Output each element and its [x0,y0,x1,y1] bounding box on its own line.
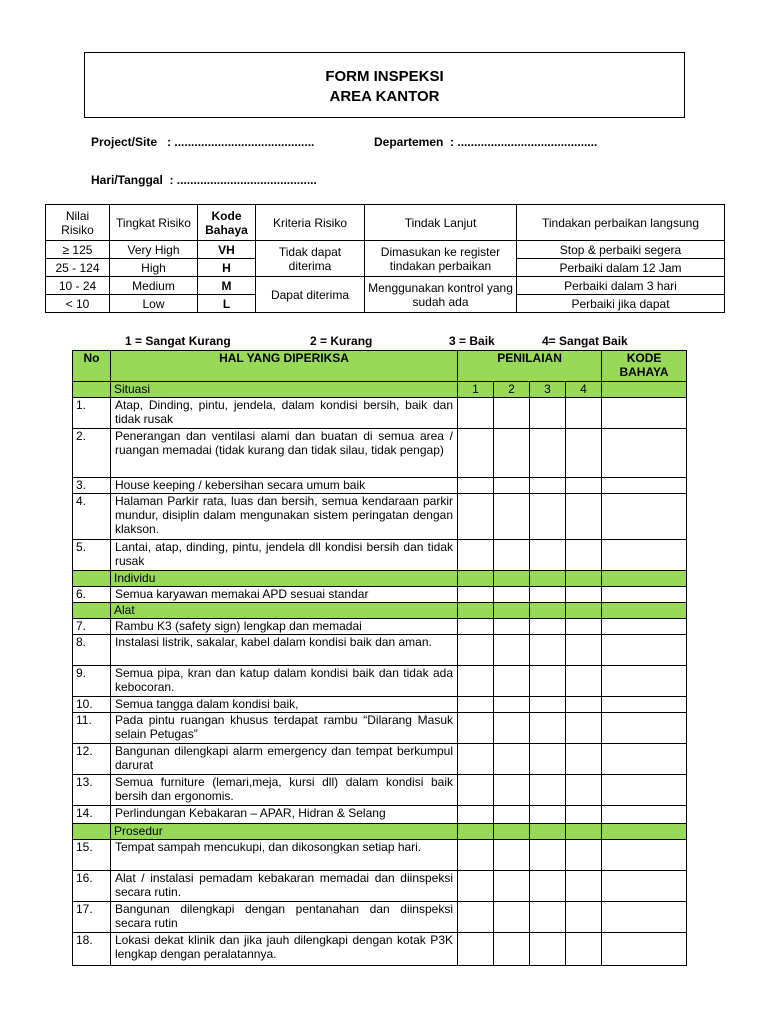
risk-nilai: ≥ 125 [46,241,110,259]
score-cell[interactable] [458,840,494,871]
item-number: 5. [73,540,111,571]
item-description: Semua furniture (lemari,meja, kursi dll) dalam kondisi baik bersih dan ergonomis. [111,775,458,806]
kode-bahaya-cell[interactable] [602,478,687,494]
kode-bahaya-cell[interactable] [602,494,687,540]
score-cell[interactable] [566,429,602,478]
hari-tanggal-field[interactable]: Hari/Tanggal : .......................................... [91,173,317,187]
item-number: 1. [73,398,111,429]
item-description: Bangunan dilengkapi dengan pentanahan dan diinspeksi secara rutin [111,902,458,933]
score-cell[interactable] [530,806,566,824]
score-cell[interactable] [530,619,566,635]
item-number: 14. [73,806,111,824]
kode-bahaya-cell[interactable] [602,666,687,697]
table-row [73,806,687,824]
table-row [73,587,687,603]
section-row-prosedur [73,824,687,840]
risk-kode: VH [198,241,256,259]
form-subtitle: AREA KANTOR [329,88,440,105]
score-cell[interactable] [494,840,530,871]
kode-bahaya-cell[interactable] [602,697,687,713]
kode-bahaya-cell[interactable] [602,871,687,902]
item-description: Rambu K3 (safety sign) lengkap dan memadai [111,619,458,635]
kode-bahaya-cell[interactable] [602,713,687,744]
risk-header-tindak: Tindak Lanjut [365,205,517,241]
inspection-header-row [73,351,687,382]
kode-bahaya-cell[interactable] [602,933,687,966]
risk-nilai: < 10 [46,295,110,313]
section-row-individu [73,571,687,587]
item-number: 2. [73,429,111,478]
risk-header-kriteria: Kriteria Risiko [256,205,365,241]
table-row [73,902,687,933]
item-number: 4. [73,494,111,540]
table-row [73,871,687,902]
score-cell[interactable] [530,902,566,933]
score-cell[interactable] [566,871,602,902]
kode-bahaya-cell[interactable] [602,619,687,635]
score-cell[interactable] [494,478,530,494]
score-cell[interactable] [530,478,566,494]
risk-tingkat: High [110,259,198,277]
item-number: 3. [73,478,111,494]
score-cell[interactable] [458,806,494,824]
score-cell[interactable] [458,398,494,429]
score-cell[interactable] [494,619,530,635]
item-description: Halaman Parkir rata, luas dan bersih, semua kendaraan parkir mundur, disiplin dalam mengunakan sistem peringatan dengan klakson. [111,494,458,540]
score-cell[interactable] [566,398,602,429]
section-label: Situasi [111,382,458,398]
item-description: Semua karyawan memakai APD sesuai standar [111,587,458,603]
risk-kriteria: Dapat diterima [256,277,365,313]
item-description: Semua tangga dalam kondisi baik, [111,697,458,713]
score-cell[interactable] [458,666,494,697]
score-cell[interactable] [530,429,566,478]
table-row [73,429,687,478]
item-description: Pada pintu ruangan khusus terdapat rambu “Dilarang Masuk selain Petugas” [111,713,458,744]
item-number: 15. [73,840,111,871]
score-cell[interactable] [494,806,530,824]
score-cell[interactable] [530,744,566,775]
risk-perbaikan: Perbaiki jika dapat [517,295,725,313]
score-cell[interactable] [530,587,566,603]
section-row-situasi [73,382,687,398]
score-cell[interactable] [566,635,602,666]
item-number: 16. [73,871,111,902]
score-cell[interactable] [458,713,494,744]
form-title: FORM INSPEKSI [325,68,444,85]
table-row [73,933,687,966]
risk-kriteria: Tidak dapat diterima [256,241,365,277]
item-description: House keeping / kebersihan secara umum baik [111,478,458,494]
score-cell[interactable] [530,635,566,666]
table-row [73,840,687,871]
score-header-4: 4 [566,382,602,398]
legend-score-4: 4= Sangat Baik [542,334,628,348]
risk-tindak: Menggunakan kontrol yang sudah ada [365,277,517,313]
item-description: Bangunan dilengkapi alarm emergency dan tempat berkumpul darurat [111,744,458,775]
score-cell[interactable] [566,619,602,635]
risk-kode: L [198,295,256,313]
table-row [73,540,687,571]
risk-tingkat: Medium [110,277,198,295]
legend-score-3: 3 = Baik [449,334,495,348]
score-cell[interactable] [530,398,566,429]
kode-bahaya-cell[interactable] [602,840,687,871]
kode-bahaya-cell[interactable] [602,902,687,933]
score-cell[interactable] [458,540,494,571]
risk-row [46,277,725,295]
risk-tingkat: Very High [110,241,198,259]
item-description: Alat / instalasi pemadam kebakaran memadai dan diinspeksi secara rutin. [111,871,458,902]
score-cell[interactable] [458,619,494,635]
departemen-field[interactable]: Departemen : .......................................... [374,135,598,149]
item-description: Perlindungan Kebakaran – APAR, Hidran & Selang [111,806,458,824]
score-cell[interactable] [566,806,602,824]
section-label: Individu [111,571,458,587]
score-cell[interactable] [494,697,530,713]
item-description: Lokasi dekat klinik dan jika jauh dilengkapi dengan kotak P3K lengkap dengan peralatannya. [111,933,458,966]
risk-header-nilai: Nilai Risiko [46,205,110,241]
item-number: 12. [73,744,111,775]
score-cell[interactable] [494,713,530,744]
score-cell[interactable] [458,902,494,933]
header-no: No [73,351,111,382]
item-number: 10. [73,697,111,713]
score-cell[interactable] [566,902,602,933]
risk-nilai: 10 - 24 [46,277,110,295]
header-hal: HAL YANG DIPERIKSA [111,351,458,382]
section-label: Prosedur [111,824,458,840]
table-row [73,494,687,540]
item-number: 8. [73,635,111,666]
score-cell[interactable] [458,429,494,478]
score-cell[interactable] [566,775,602,806]
score-cell[interactable] [494,933,530,966]
table-row [73,713,687,744]
table-row [73,619,687,635]
kode-bahaya-cell[interactable] [602,429,687,478]
item-number: 17. [73,902,111,933]
score-cell[interactable] [458,478,494,494]
risk-row [46,241,725,259]
table-row [73,398,687,429]
score-cell[interactable] [566,744,602,775]
score-cell[interactable] [494,635,530,666]
score-cell[interactable] [566,713,602,744]
section-label: Alat [111,603,458,619]
table-row [73,666,687,697]
table-row [73,775,687,806]
risk-tingkat: Low [110,295,198,313]
risk-header-perbaikan: Tindakan perbaikan langsung [517,205,725,241]
item-description: Semua pipa, kran dan katup dalam kondisi baik dan tidak ada kebocoran. [111,666,458,697]
kode-bahaya-cell[interactable] [602,635,687,666]
score-cell[interactable] [530,871,566,902]
score-header-3: 3 [530,382,566,398]
score-cell[interactable] [566,933,602,966]
kode-bahaya-cell[interactable] [602,398,687,429]
header-kode-bahaya: KODE BAHAYA [602,351,687,382]
score-cell[interactable] [494,775,530,806]
score-cell[interactable] [458,871,494,902]
score-cell[interactable] [494,494,530,540]
kode-bahaya-cell[interactable] [602,744,687,775]
score-cell[interactable] [566,697,602,713]
risk-header-kode: Kode Bahaya [198,205,256,241]
score-cell[interactable] [530,540,566,571]
risk-tindak: Dimasukan ke register tindakan perbaikan [365,241,517,277]
score-cell[interactable] [494,744,530,775]
score-cell[interactable] [458,744,494,775]
kode-bahaya-cell[interactable] [602,775,687,806]
item-number: 13. [73,775,111,806]
score-cell[interactable] [530,933,566,966]
score-cell[interactable] [458,697,494,713]
score-cell[interactable] [530,713,566,744]
score-cell[interactable] [458,494,494,540]
item-description: Atap, Dinding, pintu, jendela, dalam kondisi bersih, baik dan tidak rusak [111,398,458,429]
score-cell[interactable] [566,540,602,571]
score-cell[interactable] [530,840,566,871]
score-cell[interactable] [494,871,530,902]
inspection-table [72,350,687,966]
score-cell[interactable] [530,775,566,806]
risk-perbaikan: Perbaiki dalam 12 Jam [517,259,725,277]
header-penilaian: PENILAIAN [458,351,602,382]
score-cell[interactable] [494,398,530,429]
score-cell[interactable] [494,587,530,603]
legend-score-2: 2 = Kurang [310,334,373,348]
table-row [73,478,687,494]
score-cell[interactable] [530,666,566,697]
score-cell[interactable] [494,666,530,697]
score-cell[interactable] [494,540,530,571]
item-number: 9. [73,666,111,697]
score-cell[interactable] [458,933,494,966]
table-row [73,697,687,713]
risk-perbaikan: Perbaiki dalam 3 hari [517,277,725,295]
item-description: Instalasi listrik, sakalar, kabel dalam kondisi baik dan aman. [111,635,458,666]
risk-header-tingkat: Tingkat Risiko [110,205,198,241]
risk-header-row [46,205,725,241]
score-cell[interactable] [458,635,494,666]
project-site-field[interactable]: Project/Site : .......................................... [91,135,315,149]
item-number: 6. [73,587,111,603]
score-header-1: 1 [458,382,494,398]
score-cell[interactable] [566,494,602,540]
score-cell[interactable] [566,587,602,603]
score-header-2: 2 [494,382,530,398]
score-cell[interactable] [458,587,494,603]
item-description: Penerangan dan ventilasi alami dan buatan di semua area / ruangan memadai (tidak kurang dan tidak silau, tidak pengap) [111,429,458,478]
form-title-box [84,52,685,118]
kode-bahaya-cell[interactable] [602,540,687,571]
score-cell[interactable] [530,697,566,713]
score-cell[interactable] [566,666,602,697]
kode-bahaya-cell[interactable] [602,587,687,603]
item-description: Lantai, atap, dinding, pintu, jendela dll kondisi bersih dan tidak rusak [111,540,458,571]
score-cell[interactable] [566,478,602,494]
risk-kode: M [198,277,256,295]
score-cell[interactable] [494,902,530,933]
score-cell[interactable] [530,494,566,540]
item-number: 11. [73,713,111,744]
table-row [73,635,687,666]
score-cell[interactable] [566,840,602,871]
kode-bahaya-cell[interactable] [602,806,687,824]
item-number: 18. [73,933,111,966]
item-description: Tempat sampah mencukupi, dan dikosongkan setiap hari. [111,840,458,871]
table-row [73,744,687,775]
risk-matrix-table [45,204,725,313]
risk-perbaikan: Stop & perbaiki segera [517,241,725,259]
section-row-alat [73,603,687,619]
legend-score-1: 1 = Sangat Kurang [125,334,231,348]
item-number: 7. [73,619,111,635]
risk-kode: H [198,259,256,277]
score-cell[interactable] [458,775,494,806]
risk-nilai: 25 - 124 [46,259,110,277]
score-cell[interactable] [494,429,530,478]
